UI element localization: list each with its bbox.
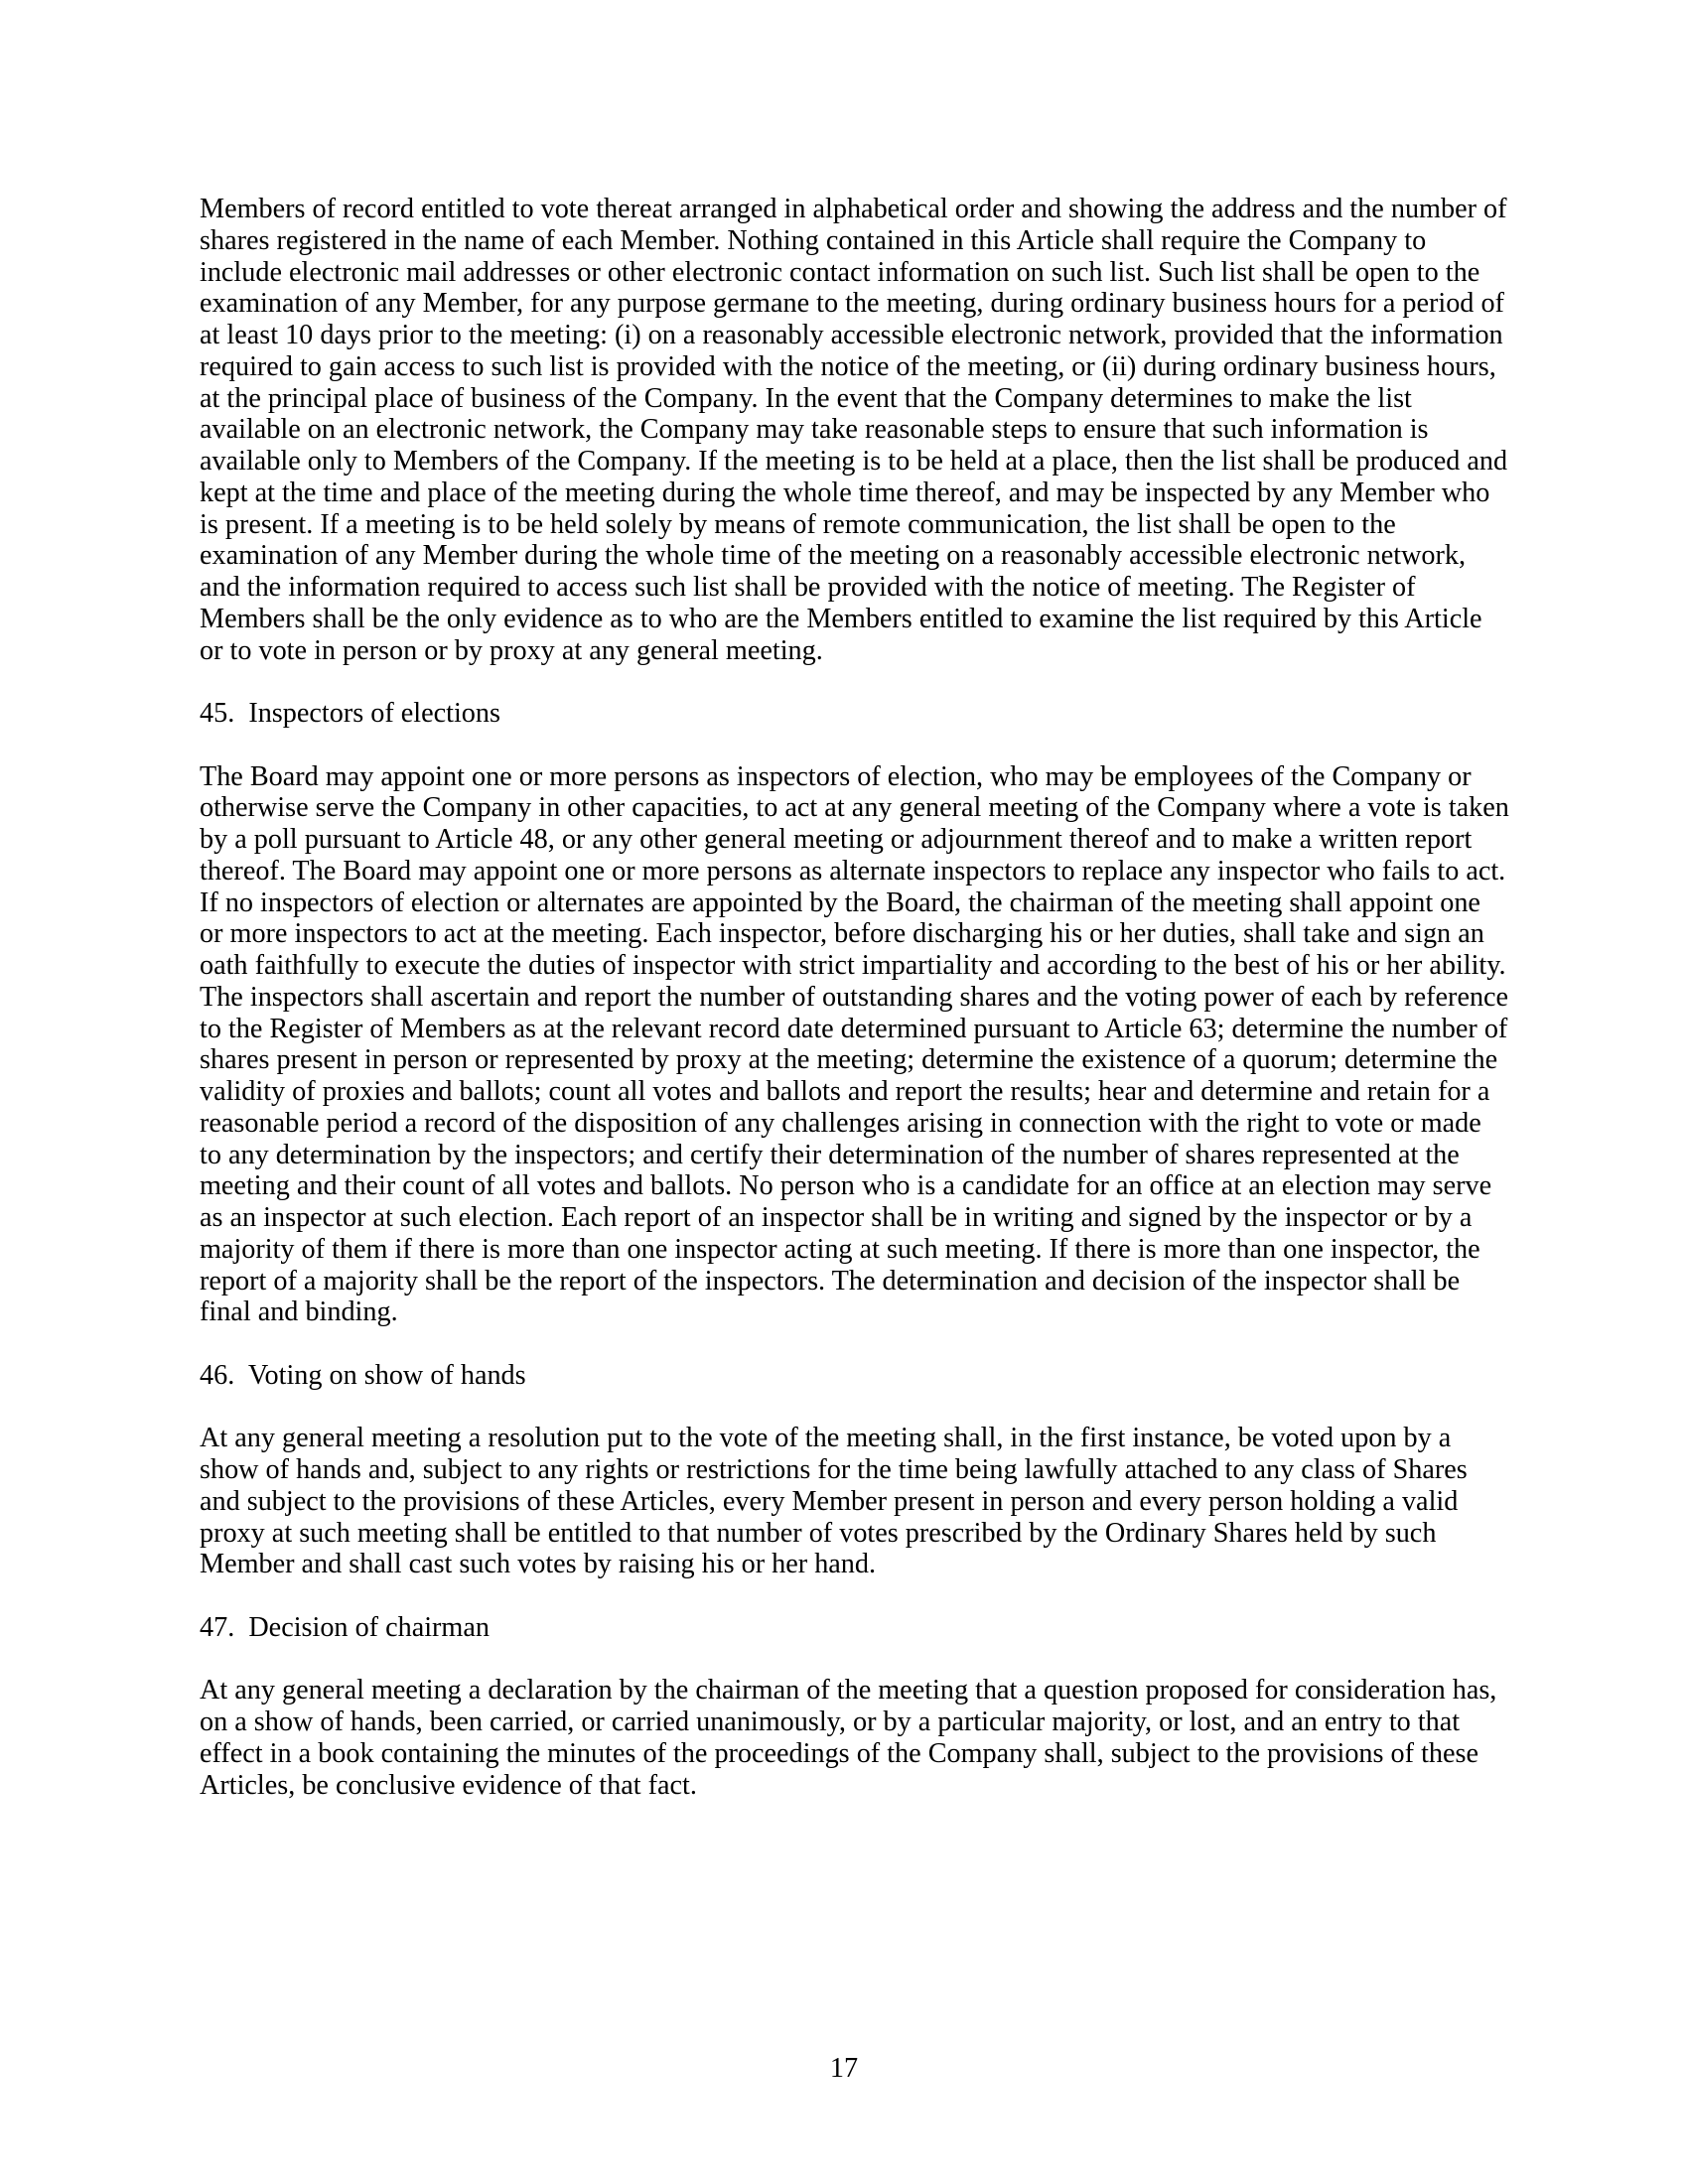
- text-line: At any general meeting a resolution put to the vote of the meeting shall, in the first instance, be voted upon by a: [200, 1423, 1452, 1454]
- paragraph-voting-show-of-hands: [200, 1423, 1500, 1580]
- text-line: include electronic mail addresses or other electronic contact information on such list. Such list shall be open to the: [200, 256, 1480, 288]
- text-line: At any general meeting a declaration by the chairman of the meeting that a question proposed for consideration has,: [200, 1675, 1497, 1706]
- text-line: oath faithfully to execute the duties of inspector with strict impartiality and according to the best of his or her ability.: [200, 950, 1506, 981]
- text-line: to the Register of Members as at the relevant record date determined pursuant to Article 63; determine the number of: [200, 1013, 1508, 1044]
- text-line: is present. If a meeting is to be held solely by means of remote communication, the list shall be open to the: [200, 508, 1396, 540]
- text-line: majority of them if there is more than one inspector acting at such meeting. If there is more than one inspector, the: [200, 1233, 1480, 1265]
- text-line: at the principal place of business of the Company. In the event that the Company determines to make the list: [200, 382, 1412, 414]
- section-heading-text: 45. Inspectors of elections: [200, 698, 500, 729]
- text-line: If no inspectors of election or alternates are appointed by the Board, the chairman of the meeting shall appoint one: [200, 887, 1480, 918]
- paragraph-decision-of-chairman: [200, 1675, 1500, 1801]
- text-line: Members shall be the only evidence as to who are the Members entitled to examine the list required by this Article: [200, 603, 1482, 634]
- text-line: required to gain access to such list is provided with the notice of the meeting, or (ii) during ordinary business hours,: [200, 350, 1496, 382]
- text-line: Articles, be conclusive evidence of that fact.: [200, 1769, 697, 1801]
- text-line: Members of record entitled to vote thereat arranged in alphabetical order and showing the address and the number of: [200, 194, 1507, 224]
- text-line: available only to Members of the Company. If the meeting is to be held at a place, then the list shall be produced and: [200, 446, 1508, 477]
- text-line: on a show of hands, been carried, or carried unanimously, or by a particular majority, or lost, and an entry to that: [200, 1706, 1461, 1737]
- text-line: or to vote in person or by proxy at any general meeting.: [200, 634, 823, 666]
- section-heading-text: 47. Decision of chairman: [200, 1611, 490, 1643]
- text-line: The Board may appoint one or more persons as inspectors of election, who may be employees of the Company or: [200, 760, 1472, 792]
- text-line: show of hands and, subject to any rights or restrictions for the time being lawfully attached to any class of Shares: [200, 1454, 1468, 1485]
- text-line: examination of any Member, for any purpose germane to the meeting, during ordinary business hours for a period of: [200, 288, 1504, 320]
- text-line: validity of proxies and ballots; count all votes and ballots and report the results; hear and determine and retain for a: [200, 1076, 1490, 1107]
- section-heading-45: [200, 698, 1500, 730]
- text-line: final and binding.: [200, 1297, 398, 1328]
- section-heading-47: [200, 1612, 1500, 1644]
- section-heading-text: 46. Voting on show of hands: [200, 1359, 526, 1391]
- text-line: report of a majority shall be the report of the inspectors. The determination and decision of the inspector shall be: [200, 1265, 1461, 1297]
- text-line: to any determination by the inspectors; and certify their determination of the number of shares represented at the: [200, 1139, 1460, 1170]
- text-line: examination of any Member during the whole time of the meeting on a reasonably accessible electronic network,: [200, 540, 1467, 572]
- text-line: at least 10 days prior to the meeting: (i) on a reasonably accessible electronic network, provided that the information: [200, 320, 1503, 350]
- text-line: Member and shall cast such votes by raising his or her hand.: [200, 1549, 877, 1580]
- text-line: shares registered in the name of each Member. Nothing contained in this Article shall require the Company to: [200, 224, 1427, 256]
- text-line: as an inspector at such election. Each report of an inspector shall be in writing and signed by the inspector or by a: [200, 1202, 1473, 1233]
- text-line: or more inspectors to act at the meeting. Each inspector, before discharging his or her duties, shall take and sign an: [200, 918, 1484, 950]
- paragraph-inspectors: [200, 760, 1509, 1329]
- page-number: 17: [829, 2053, 859, 2084]
- text-line: available on an electronic network, the Company may take reasonable steps to ensure that such information is: [200, 414, 1429, 446]
- text-line: meeting and their count of all votes and ballots. No person who is a candidate for an office at an election may serve: [200, 1170, 1492, 1202]
- page-content: [200, 194, 1509, 1833]
- text-line: reasonable period a record of the disposition of any challenges arising in connection with the right to vote or made: [200, 1107, 1481, 1139]
- text-line: The inspectors shall ascertain and report the number of outstanding shares and the voting power of each by reference: [200, 981, 1509, 1013]
- text-line: kept at the time and place of the meeting during the whole time thereof, and may be inspected by any Member who: [200, 477, 1490, 508]
- text-line: thereof. The Board may appoint one or more persons as alternate inspectors to replace any inspector who fails to act.: [200, 855, 1506, 887]
- text-line: shares present in person or represented by proxy at the meeting; determine the existence of a quorum; determine the: [200, 1044, 1498, 1076]
- text-line: proxy at such meeting shall be entitled to that number of votes prescribed by the Ordinary Shares held by such: [200, 1517, 1437, 1549]
- text-line: otherwise serve the Company in other capacities, to act at any general meeting of the Company where a vote is taken: [200, 792, 1509, 824]
- text-line: and the information required to access such list shall be provided with the notice of meeting. The Register of: [200, 572, 1416, 603]
- text-line: and subject to the provisions of these Articles, every Member present in person and every person holding a valid: [200, 1485, 1459, 1517]
- text-line: by a poll pursuant to Article 48, or any other general meeting or adjournment thereof and to make a written report: [200, 824, 1473, 855]
- section-heading-46: [200, 1360, 1500, 1392]
- paragraph-member-list: [200, 194, 1508, 666]
- text-line: effect in a book containing the minutes of the proceedings of the Company shall, subject to the provisions of these: [200, 1737, 1478, 1769]
